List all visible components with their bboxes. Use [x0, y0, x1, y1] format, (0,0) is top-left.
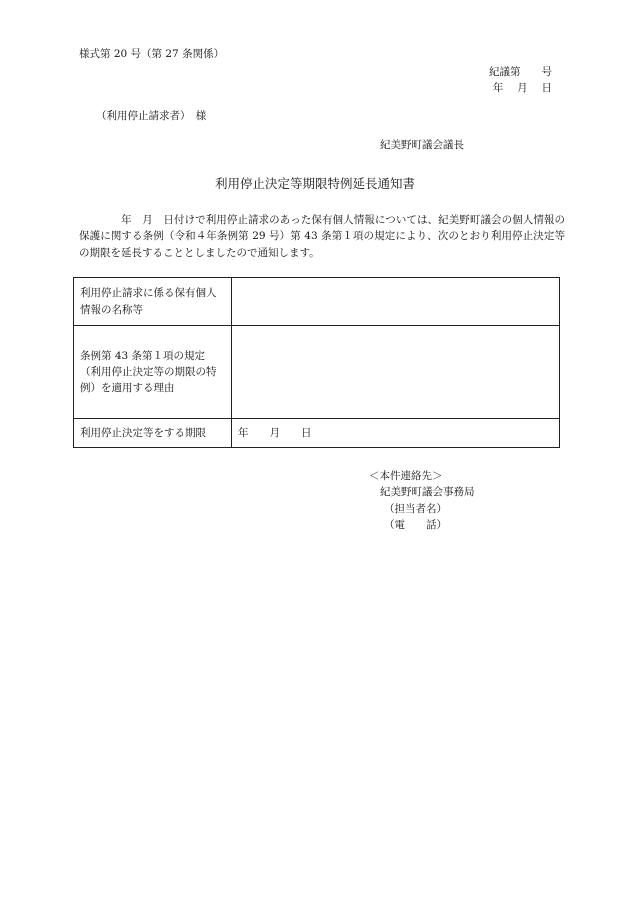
contact-person: （担当者名） — [384, 502, 447, 515]
contact-block — [369, 468, 475, 533]
table-label-deadline: 利用停止決定等をする期限 — [74, 419, 232, 448]
document-title: 利用停止決定等期限特例延長通知書 — [214, 176, 415, 191]
table-row — [74, 419, 560, 448]
table-label-personal-info: 利用停止請求に係る保有個人情報の名称等 — [74, 278, 232, 326]
table-row — [74, 278, 560, 326]
document-number: 紀議第 号 — [489, 66, 552, 78]
form-number: 様式第 20 号（第 27 条関係） — [79, 48, 225, 60]
addressee: （利用停止請求者） 様 — [96, 110, 207, 122]
table-label-reason: 条例第 43 条第１項の規定（利用停止決定等の期限の特例）を適用する理由 — [74, 326, 232, 419]
table-value-deadline — [232, 419, 560, 448]
issuer: 紀美野町議会議長 — [380, 139, 464, 151]
table-value-personal-info — [232, 278, 560, 326]
contact-phone: （電 話） — [384, 518, 447, 531]
body-paragraph — [79, 212, 565, 261]
contact-heading: ＜本件連絡先＞ — [369, 470, 443, 482]
table-row — [74, 326, 560, 419]
body-text: 年 月 日付けで利用停止請求のあった保有個人情報については、紀美野町議会の個人情報の保護に関する条例（令和４年条例第 29 号）第 43 条第１項の規定により、次のとおり利用停止決定等の期限を延長することとしましたので通知します。 — [79, 214, 565, 259]
table-value-reason — [232, 326, 560, 419]
document-date: 年 月 日 — [492, 82, 552, 94]
document-number-block — [489, 65, 552, 97]
info-table — [73, 277, 560, 448]
contact-office: 紀美野町議会事務局 — [380, 486, 475, 499]
deadline-date: 年 月 日 — [238, 426, 312, 439]
